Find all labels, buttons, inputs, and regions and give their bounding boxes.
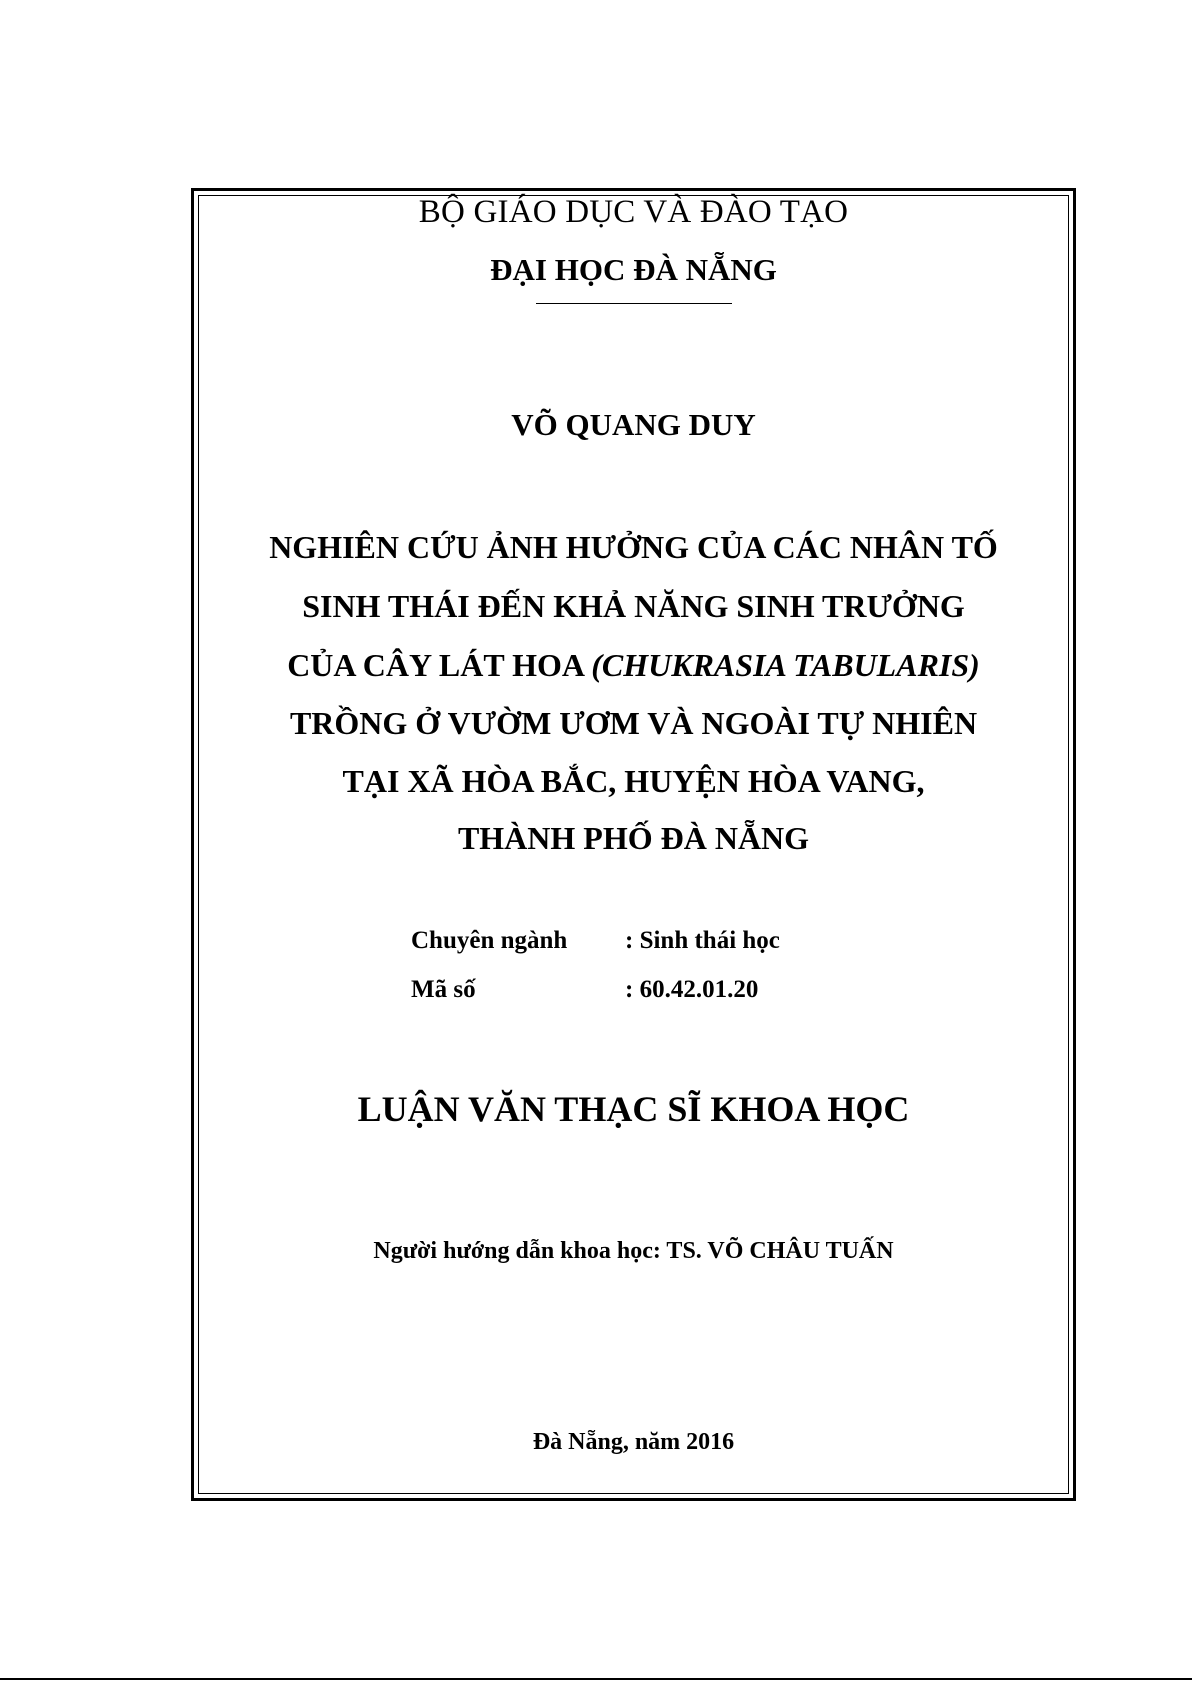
author-name: VÕ QUANG DUY bbox=[511, 407, 756, 442]
place-date: Đà Nẵng, năm 2016 bbox=[532, 1429, 735, 1455]
thesis-title-line-3-text: CỦA CÂY LÁT HOA bbox=[287, 647, 592, 683]
major-row bbox=[411, 927, 780, 955]
university-heading: ĐẠI HỌC ĐÀ NẴNG bbox=[490, 252, 777, 287]
code-value: : 60.42.01.20 bbox=[625, 976, 759, 1003]
major-value: : Sinh thái học bbox=[625, 927, 780, 954]
thesis-title-line-5: TẠI XÃ HÒA BẮC, HUYỆN HÒA VANG, bbox=[342, 763, 925, 799]
advisor-line: Người hướng dẫn khoa học: TS. VÕ CHÂU TUẤN bbox=[373, 1238, 894, 1264]
header-divider bbox=[536, 303, 732, 304]
thesis-title-line-3 bbox=[198, 647, 1069, 684]
degree-title: LUẬN VĂN THẠC SĨ KHOA HỌC bbox=[357, 1089, 910, 1129]
thesis-title-line-1: NGHIÊN CỨU ẢNH HƯỞNG CỦA CÁC NHÂN TỐ bbox=[269, 529, 998, 565]
species-name: (CHUKRASIA TABULARIS) bbox=[591, 647, 980, 683]
thesis-title-line-4: TRỒNG Ở VƯỜM ƯƠM VÀ NGOÀI TỰ NHIÊN bbox=[289, 705, 978, 741]
thesis-title-line-6: THÀNH PHỐ ĐÀ NẴNG bbox=[457, 820, 810, 856]
bottom-edge-rule bbox=[0, 1678, 1192, 1680]
code-label: Mã số bbox=[411, 976, 476, 1003]
major-label: Chuyên ngành bbox=[411, 927, 568, 954]
ministry-heading: BỘ GIÁO DỤC VÀ ĐÀO TẠO bbox=[418, 194, 849, 230]
thesis-title-line-2: SINH THÁI ĐẾN KHẢ NĂNG SINH TRƯỞNG bbox=[302, 588, 965, 624]
code-row bbox=[411, 976, 758, 1004]
